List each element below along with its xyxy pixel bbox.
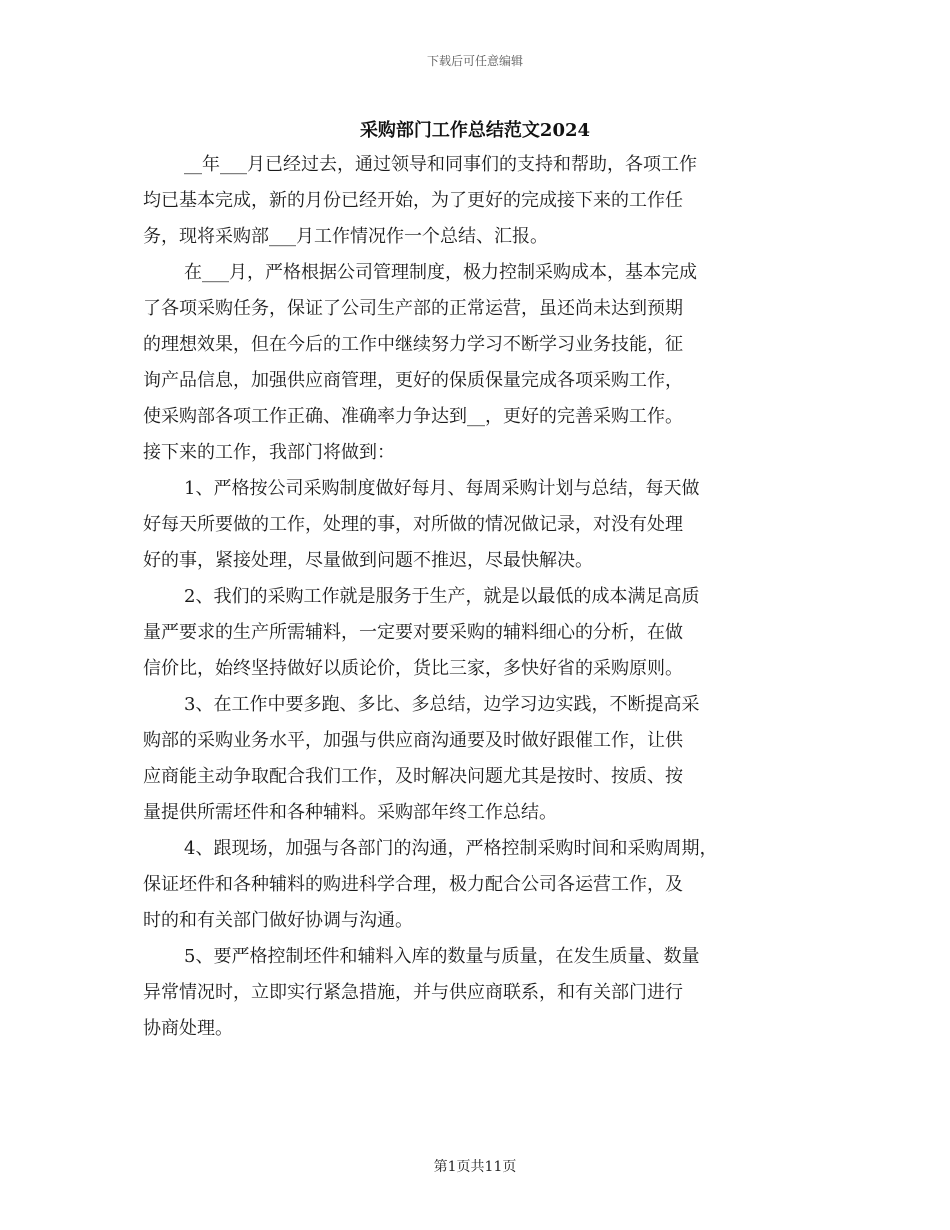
text-line: 量提供所需坯件和各种辅料。采购部年终工作总结。 — [143, 802, 557, 823]
text-line: 2、我们的采购工作就是服务于生产，就是以最低的成本满足高质 — [184, 586, 700, 607]
text-line: 使采购部各项工作正确、准确率力争达到__，更好的完善采购工作。 — [143, 406, 683, 427]
text-line: 异常情况时，立即实行紧急措施，并与供应商联系，和有关部门进行 — [143, 982, 683, 1003]
text-line: 购部的采购业务水平，加强与供应商沟通要及时做好跟催工作，让供 — [143, 730, 683, 751]
paragraph-item-5 — [143, 939, 819, 1047]
text-line: __年___月已经过去，通过领导和同事们的支持和帮助，各项工作 — [184, 154, 697, 175]
document-title: 采购部门工作总结范文2024 — [359, 120, 591, 141]
text-line: 量严要求的生产所需辅料，一定要对要采购的辅料细心的分析，在做 — [143, 622, 683, 643]
text-line: 协商处理。 — [143, 1018, 233, 1039]
text-line: 均已基本完成，新的月份已经开始，为了更好的完成接下来的工作任 — [143, 190, 683, 211]
document-body — [143, 147, 819, 1047]
text-line: 应商能主动争取配合我们工作，及时解决问题尤其是按时、按质、按 — [143, 766, 683, 787]
text-line: 接下来的工作，我部门将做到： — [143, 442, 395, 463]
text-line: 5、要严格控制坯件和辅料入库的数量与质量，在发生质量、数量 — [184, 946, 700, 967]
paragraph-item-4 — [143, 831, 819, 939]
text-line: 务，现将采购部___月工作情况作一个总结、汇报。 — [143, 226, 548, 247]
paragraph-item-2 — [143, 579, 819, 687]
paragraph-intro — [143, 147, 819, 255]
text-line: 的理想效果，但在今后的工作中继续努力学习不断学习业务技能，征 — [143, 334, 683, 355]
text-line: 好每天所要做的工作，处理的事，对所做的情况做记录，对没有处理 — [143, 514, 683, 535]
text-line: 询产品信息，加强供应商管理，更好的保质保量完成各项采购工作， — [143, 370, 683, 391]
text-line: 3、在工作中要多跑、多比、多总结，边学习边实践，不断提高采 — [184, 694, 700, 715]
paragraph-item-3 — [143, 687, 819, 831]
text-line: 了各项采购任务，保证了公司生产部的正常运营，虽还尚未达到预期 — [143, 298, 683, 319]
page-number: 第1页共11页 — [433, 1159, 517, 1175]
text-line: 时的和有关部门做好协调与沟通。 — [143, 910, 413, 931]
text-line: 信价比，始终坚持做好以质论价，货比三家，多快好省的采购原则。 — [143, 658, 683, 679]
text-line: 好的事，紧接处理，尽量做到问题不推迟，尽最快解决。 — [143, 550, 593, 571]
text-line: 在___月，严格根据公司管理制度，极力控制采购成本，基本完成 — [184, 262, 697, 283]
text-line: 4、跟现场，加强与各部门的沟通，严格控制采购时间和采购周期， — [184, 838, 718, 859]
text-line: 1、严格按公司采购制度做好每月、每周采购计划与总结，每天做 — [184, 478, 700, 499]
header-note: 下载后可任意编辑 — [426, 54, 523, 68]
paragraph-summary — [143, 255, 819, 471]
text-line: 保证坯件和各种辅料的购进科学合理，极力配合公司各运营工作，及 — [143, 874, 683, 895]
paragraph-item-1 — [143, 471, 819, 579]
